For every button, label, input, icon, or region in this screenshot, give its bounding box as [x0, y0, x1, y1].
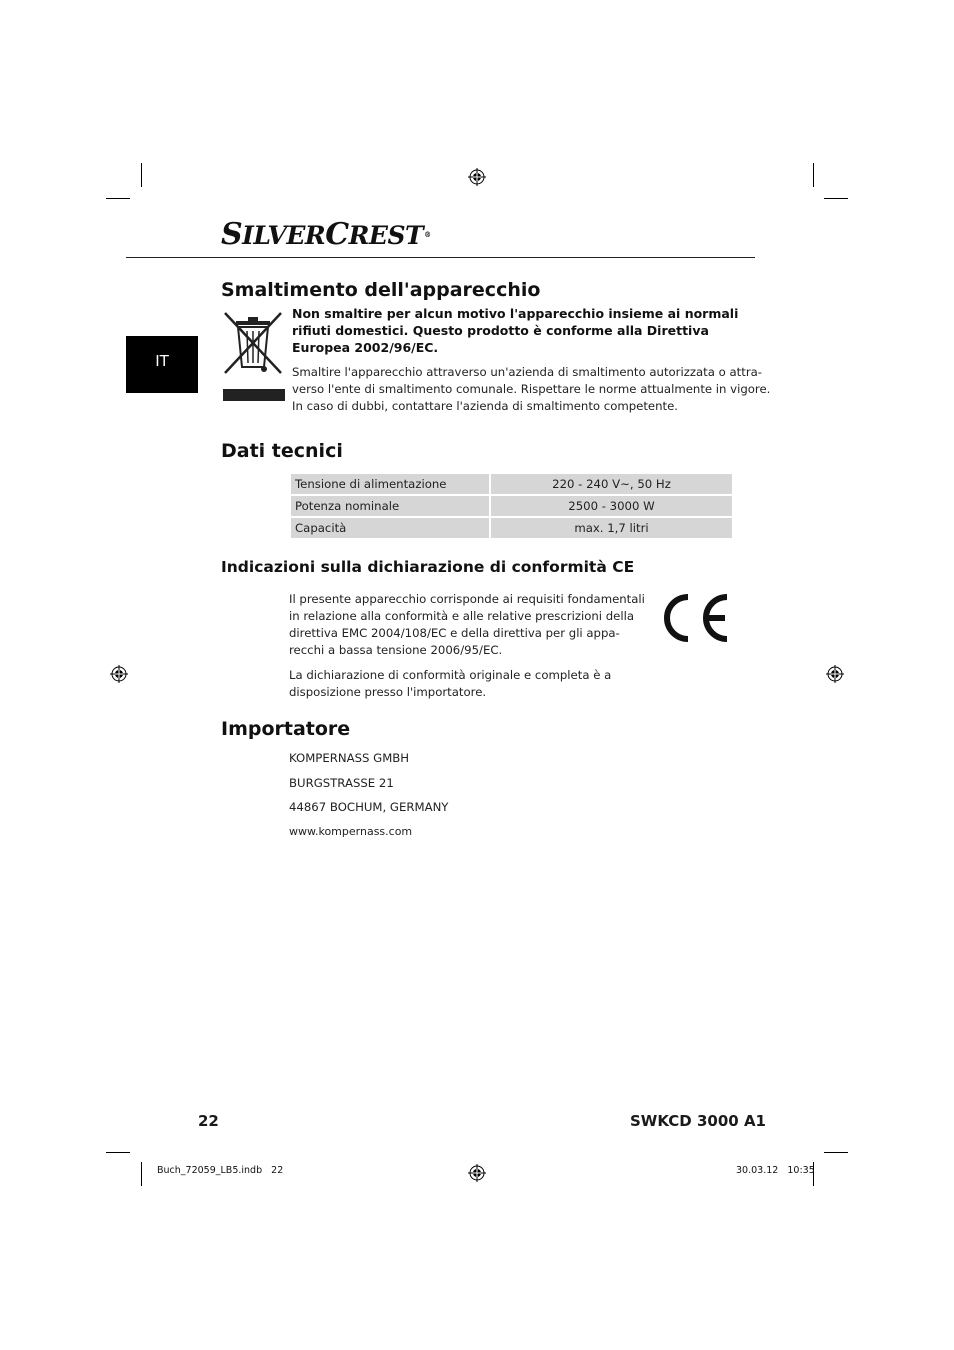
- importer-address: KOMPERNASS GMBH BURGSTRASSE 21 44867 BOCHUM, GERMANY www.kompernass.com: [289, 746, 448, 844]
- model-number: SWKCD 3000 A1: [630, 1112, 766, 1130]
- spec-label: Potenza nominale: [291, 496, 489, 516]
- page-number: 22: [198, 1112, 219, 1130]
- table-row: [291, 474, 732, 494]
- registration-target-icon: [826, 665, 844, 683]
- crop-mark: [813, 163, 814, 187]
- language-tab: IT: [126, 336, 198, 393]
- brand-logo: SILVERCREST®: [221, 217, 431, 252]
- specs-table: [291, 472, 732, 540]
- crossed-bin-icon: [219, 309, 287, 405]
- importer-heading: Importatore: [221, 718, 351, 740]
- crop-mark: [824, 198, 848, 199]
- spec-label: Capacità: [291, 518, 489, 538]
- spec-value: max. 1,7 litri: [489, 518, 732, 538]
- disposal-warning: Non smaltire per alcun motivo l'apparecchio insieme ai normali rifiuti domestici. Questo prodotto è conforme alla Direttiva Europea 2002/96/EC.: [292, 306, 739, 355]
- importer-website[interactable]: www.kompernass.com: [289, 824, 413, 838]
- crop-mark: [141, 163, 142, 187]
- table-row: [291, 496, 732, 516]
- table-row: [291, 518, 732, 538]
- spec-label: Tensione di alimentazione: [291, 474, 489, 494]
- ce-paragraph-1: Il presente apparecchio corrisponde ai requisiti fondamentali in relazione alla conformità e alle relative prescrizioni della direttiva EMC 2004/108/EC e della direttiva per gli appa- recchi a bassa tensione 2006/95/EC.: [289, 592, 645, 657]
- disposal-heading: Smaltimento dell'apparecchio: [221, 279, 541, 301]
- disposal-instructions: Smaltire l'apparecchio attraverso un'azienda di smaltimento autorizzata o attra- verso l'ente di smaltimento comunale. Rispettare le norme attualmente in vigore. In caso di dubbi, contattare l'azienda di smaltimento competente.: [292, 365, 771, 413]
- spec-value: 2500 - 3000 W: [489, 496, 732, 516]
- crop-mark: [824, 1152, 848, 1153]
- crop-mark: [141, 1162, 142, 1186]
- ce-paragraph-2: La dichiarazione di conformità originale e completa è a disposizione presso l'importatore.: [289, 668, 612, 699]
- registration-target-icon: [468, 1164, 486, 1182]
- registration-target-icon: [110, 665, 128, 683]
- spec-value: 220 - 240 V∼, 50 Hz: [489, 474, 732, 494]
- specs-heading: Dati tecnici: [221, 440, 343, 462]
- header-rule: [126, 257, 755, 258]
- ce-heading: Indicazioni sulla dichiarazione di conformità CE: [221, 558, 635, 576]
- crop-mark: [106, 198, 130, 199]
- crop-mark: [106, 1152, 130, 1153]
- ce-mark-icon: [655, 591, 733, 645]
- slug-filename: Buch_72059_LB5.indb 22: [157, 1165, 284, 1176]
- registration-target-icon: [468, 168, 486, 186]
- slug-datetime: 30.03.12 10:35: [736, 1165, 815, 1176]
